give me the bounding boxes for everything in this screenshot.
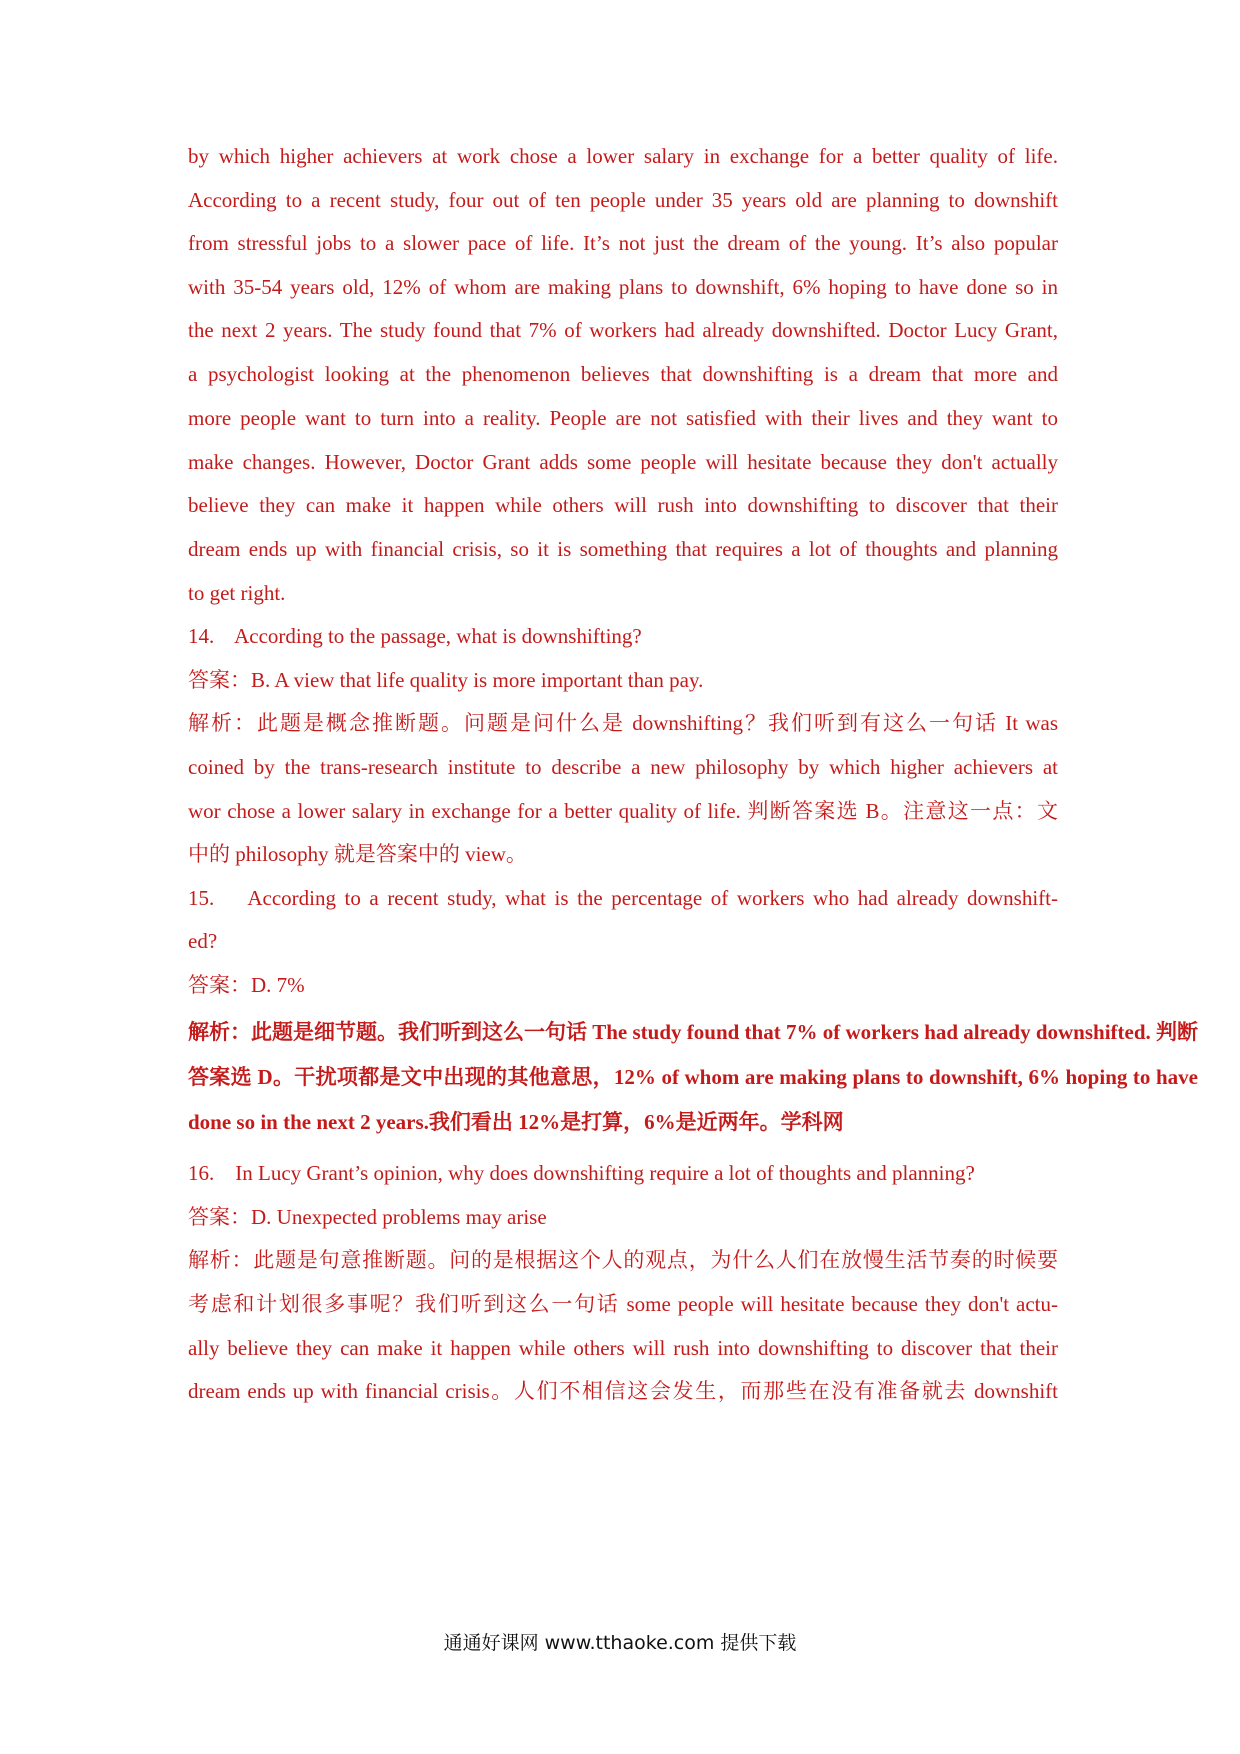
passage-line: from stressful jobs to a slower pace of life. It’s not just the dream of the young. It’s also popular: [188, 231, 1058, 255]
question-15: 15. According to a recent study, what is the percentage of workers who had already downshift-: [188, 886, 1058, 910]
question-15-cont: ed?: [188, 929, 218, 953]
passage-line: According to a recent study, four out of ten people under 35 years old are planning to downshift: [188, 188, 1058, 212]
passage-line: to get right.: [188, 581, 286, 605]
passage-line: more people want to turn into a reality. People are not satisfied with their lives and they want to: [188, 406, 1058, 430]
analysis-14-line: 中的 philosophy 就是答案中的 view。: [188, 842, 527, 866]
analysis-15-line: 解析：此题是细节题。我们听到这么一句话 The study found that 7% of workers had already downshifted. 判断: [188, 1020, 1199, 1044]
passage-line: dream ends up with financial crisis, so it is something that requires a lot of thoughts and planning: [188, 537, 1058, 561]
analysis-16-line: 解析：此题是句意推断题。问的是根据这个人的观点，为什么人们在放慢生活节奏的时候要: [188, 1248, 1058, 1272]
page-footer: 通通好课网 www.tthaoke.com 提供下载: [443, 1632, 797, 1654]
analysis-16-line: dream ends up with financial crisis。人们不相信这会发生，而那些在没有准备就去 downshift: [188, 1379, 1058, 1403]
analysis-14-line: 解析：此题是概念推断题。问题是问什么是 downshifting？我们听到有这么一句话 It was: [188, 711, 1058, 735]
passage-line: believe they can make it happen while others will rush into downshifting to discover that their: [188, 493, 1058, 517]
analysis-14-line: wor chose a lower salary in exchange for a better quality of life. 判断答案选 B。注意这一点：文: [188, 799, 1058, 823]
answer-15: 答案：D. 7%: [188, 973, 305, 997]
analysis-16-line: ally believe they can make it happen while others will rush into downshifting to discover that their: [188, 1336, 1058, 1360]
question-16: 16. In Lucy Grant’s opinion, why does downshifting require a lot of thoughts and planning?: [188, 1161, 975, 1185]
analysis-16-line: 考虑和计划很多事呢？我们听到这么一句话 some people will hesitate because they don't actu-: [188, 1292, 1058, 1316]
analysis-14-line: coined by the trans-research institute to describe a new philosophy by which higher achievers at: [188, 755, 1058, 779]
answer-16: 答案：D. Unexpected problems may arise: [188, 1205, 547, 1229]
analysis-15-line: done so in the next 2 years.我们看出 12%是打算，6%是近两年。学科网: [188, 1110, 844, 1134]
passage-line: a psychologist looking at the phenomenon believes that downshifting is a dream that more and: [188, 362, 1058, 386]
answer-14: 答案：B. A view that life quality is more important than pay.: [188, 668, 704, 692]
passage-line: with 35-54 years old, 12% of whom are making plans to downshift, 6% hoping to have done so in: [188, 275, 1058, 299]
passage-line: make changes. However, Doctor Grant adds some people will hesitate because they don't actually: [188, 450, 1058, 474]
question-14: 14. According to the passage, what is downshifting?: [188, 624, 642, 648]
analysis-15-line: 答案选 D。干扰项都是文中出现的其他意思，12% of whom are making plans to downshift, 6% hoping to have: [188, 1065, 1198, 1089]
passage-line: by which higher achievers at work chose a lower salary in exchange for a better quality of life.: [188, 144, 1058, 168]
passage-line: the next 2 years. The study found that 7% of workers had already downshifted. Doctor Lucy Grant,: [188, 318, 1058, 342]
